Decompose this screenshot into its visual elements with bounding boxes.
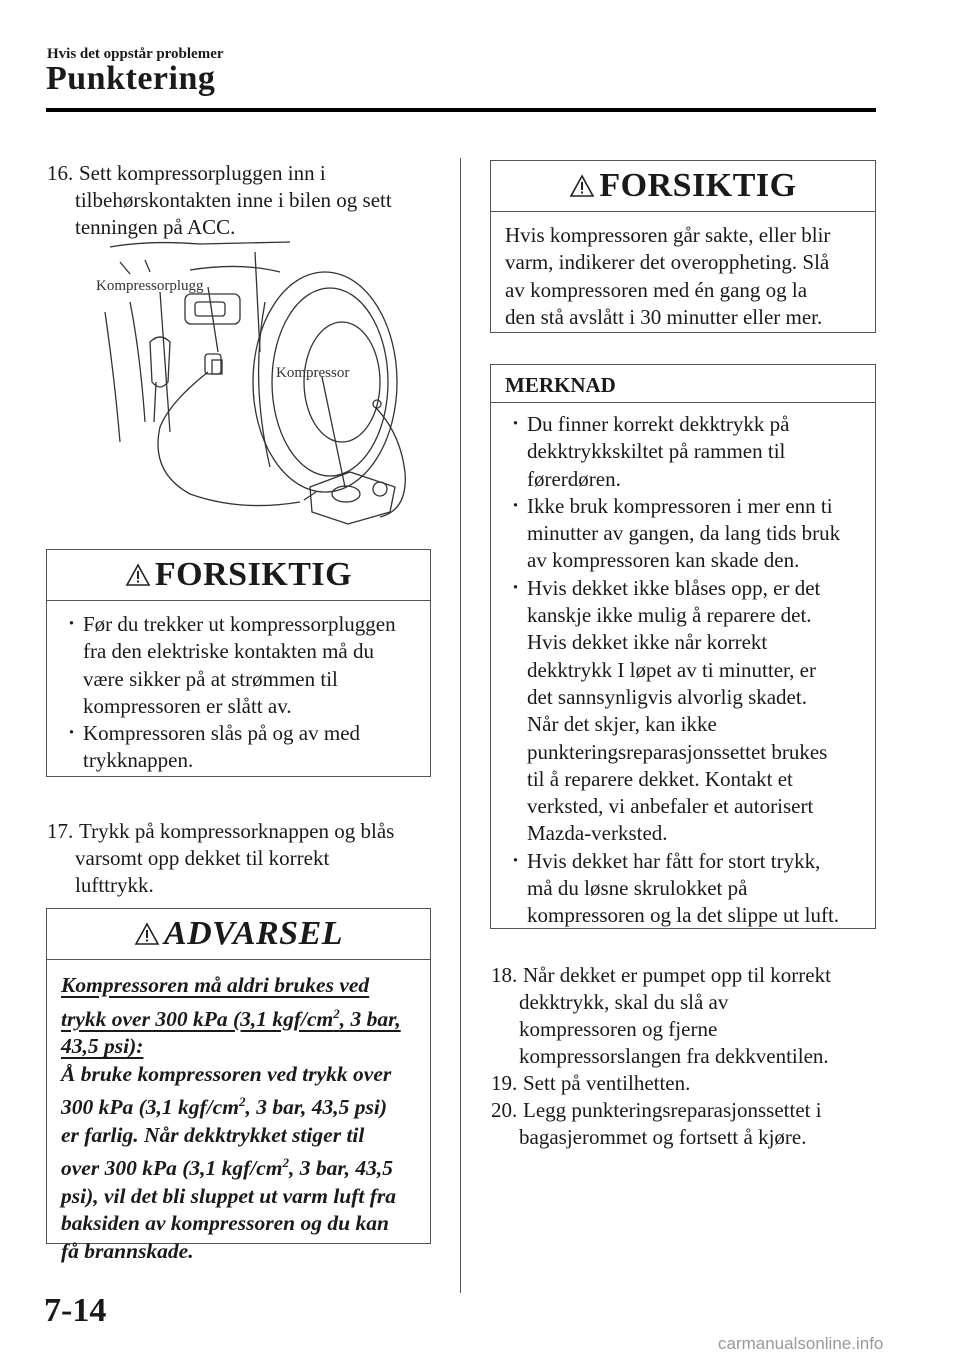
bullet-text: · Hvis dekket ikke blåses opp, er det [527,575,821,600]
bullet-text: · Hvis dekket har fått for stort trykk, [527,848,821,873]
bullet-item [509,575,861,848]
step-number: 16. [47,161,74,185]
step-text: Når dekket er pumpet opp til korrekt [523,963,831,987]
warning-triangle-icon [134,922,160,946]
compressor-illustration [90,232,420,528]
page-number: 7-14 [44,1292,107,1329]
warning-text: er farlig. Når dekktrykket stiger til [61,1122,365,1147]
bullet-text: det sannsynligvis alvorlig skadet. [527,684,807,709]
step-text: kompressorslangen fra dekkventilen. [519,1044,829,1068]
header-rule [46,108,876,112]
bullet-text: verksted, vi anbefaler et autorisert [527,794,814,819]
bullet-text: · Kompressoren slås på og av med [83,721,361,746]
caution-text: den stå avslått i 30 minutter eller mer. [505,304,823,329]
warning-header [47,909,430,960]
step-text: tilbehørskontakten inne i bilen og sett [75,188,392,212]
caution-title: FORSIKTIG [154,556,353,593]
bullet-text: kompressoren er slått av. [83,693,292,718]
label-compressor: Kompressor [276,365,350,381]
caution-text: varm, indikerer det overoppheting. Slå [505,250,830,275]
warning-heading-line: trykk over 300 kPa (3,1 kgf/$cm^2$, 3 bar, [61,1005,401,1031]
bullet-text: av kompressoren kan skade den. [527,548,800,573]
warning-text: over 300 kPa (3,1 kgf/$cm^2$, 3 bar, 43,5 [61,1155,393,1181]
caution-text: Hvis kompressoren går sakte, eller blir [505,223,831,247]
step-text: Sett på ventilhetten. [523,1071,691,1095]
bullet-text: førerdøren. [527,466,621,491]
warning-heading-line: 43,5 psi): [61,1034,144,1059]
bullet-text: må du løsne skrulokket på [527,876,748,901]
bullet-text: Hvis dekket ikke når korrekt [527,630,768,655]
step-text: lufttrykk. [75,873,154,897]
warning-triangle-icon [125,563,151,587]
note-title: MERKNAD [491,365,875,403]
caution-text: av kompressoren med én gang og la [505,277,808,302]
step-number: 17. [47,819,74,843]
bullet-text: være sikker på at strømmen til [83,666,338,691]
bullet-text: Mazda-verksted. [527,821,668,846]
caution-box [46,549,431,777]
step-number: 19. [491,1071,518,1095]
step-text: dekktrykk, skal du slå av [519,990,729,1014]
caution-header [47,550,430,601]
step-16 [47,160,447,241]
step-text: kompressoren og fjerne [519,1017,718,1041]
bullet-text: trykknappen. [83,748,194,773]
step-number: 20. [491,1098,518,1122]
step-text: Sett kompressorpluggen inn i [79,161,326,185]
step-text: bagasjerommet og fortsett å kjøre. [519,1125,807,1149]
warning-body [47,960,430,1275]
bullet-text: fra den elektriske kontakten må du [83,639,374,664]
step-19 [491,1070,881,1097]
bullet-text: til å reparere dekket. Kontakt et [527,766,793,791]
bullet-text: · Før du trekker ut kompressorpluggen [83,612,396,636]
step-text: varsomt opp dekket til korrekt [75,846,330,870]
step-17 [47,818,447,899]
warning-box [46,908,431,1263]
bullet-item [509,493,861,575]
bullet-text: dekktrykkskiltet på rammen til [527,439,786,464]
warning-heading-line: Kompressoren må aldri brukes ved [61,973,370,997]
caution-box [490,160,876,333]
bullet-item [65,611,416,720]
step-18 [491,962,881,1070]
warning-text: baksiden av kompressoren og du kan [61,1211,389,1236]
bullet-item [65,720,416,775]
watermark: carmanualsonline.info [718,1334,884,1353]
step-text: Legg punkteringsreparasjonssettet i [523,1098,822,1122]
bullet-item [509,848,861,930]
note-box [490,364,876,929]
warning-title: ADVARSEL [163,915,344,952]
bullet-text: minutter av gangen, da lang tids bruk [527,521,841,546]
bullet-text: punkteringsreparasjonssettet brukes [527,739,828,764]
bullet-text: Når det skjer, kan ikke [527,712,717,737]
caution-title: FORSIKTIG [599,167,797,204]
caution-header [491,161,875,212]
warning-text: Å bruke kompressoren ved trykk over [61,1061,392,1086]
warning-text: få brannskade. [61,1238,194,1263]
label-compressor-plug: Kompressorplugg [96,278,204,294]
bullet-text: · Ikke bruk kompressoren i mer enn ti [527,493,833,518]
bullet-text: · Du finner korrekt dekktrykk på [527,412,790,436]
warning-triangle-icon [569,174,595,198]
section-label: Hvis det oppstår problemer [47,46,224,62]
step-number: 18. [491,963,518,987]
warning-text: psi), vil det bli sluppet ut varm luft fra [61,1183,397,1208]
bullet-item [509,411,861,493]
step-20 [491,1097,881,1151]
bullet-text: dekktrykk I løpet av ti minutter, er [527,657,816,682]
step-text: Trykk på kompressorknappen og blås [79,819,395,843]
chapter-title: Punktering [46,60,216,97]
bullet-text: kanskje ikke mulig å reparere det. [527,603,812,628]
step-text: tenningen på ACC. [75,215,236,239]
column-divider [460,158,461,1293]
warning-text: 300 kPa (3,1 kgf/$cm^2$, 3 bar, 43,5 psi) [61,1094,388,1120]
bullet-text: kompressoren og la det slippe ut luft. [527,903,840,928]
